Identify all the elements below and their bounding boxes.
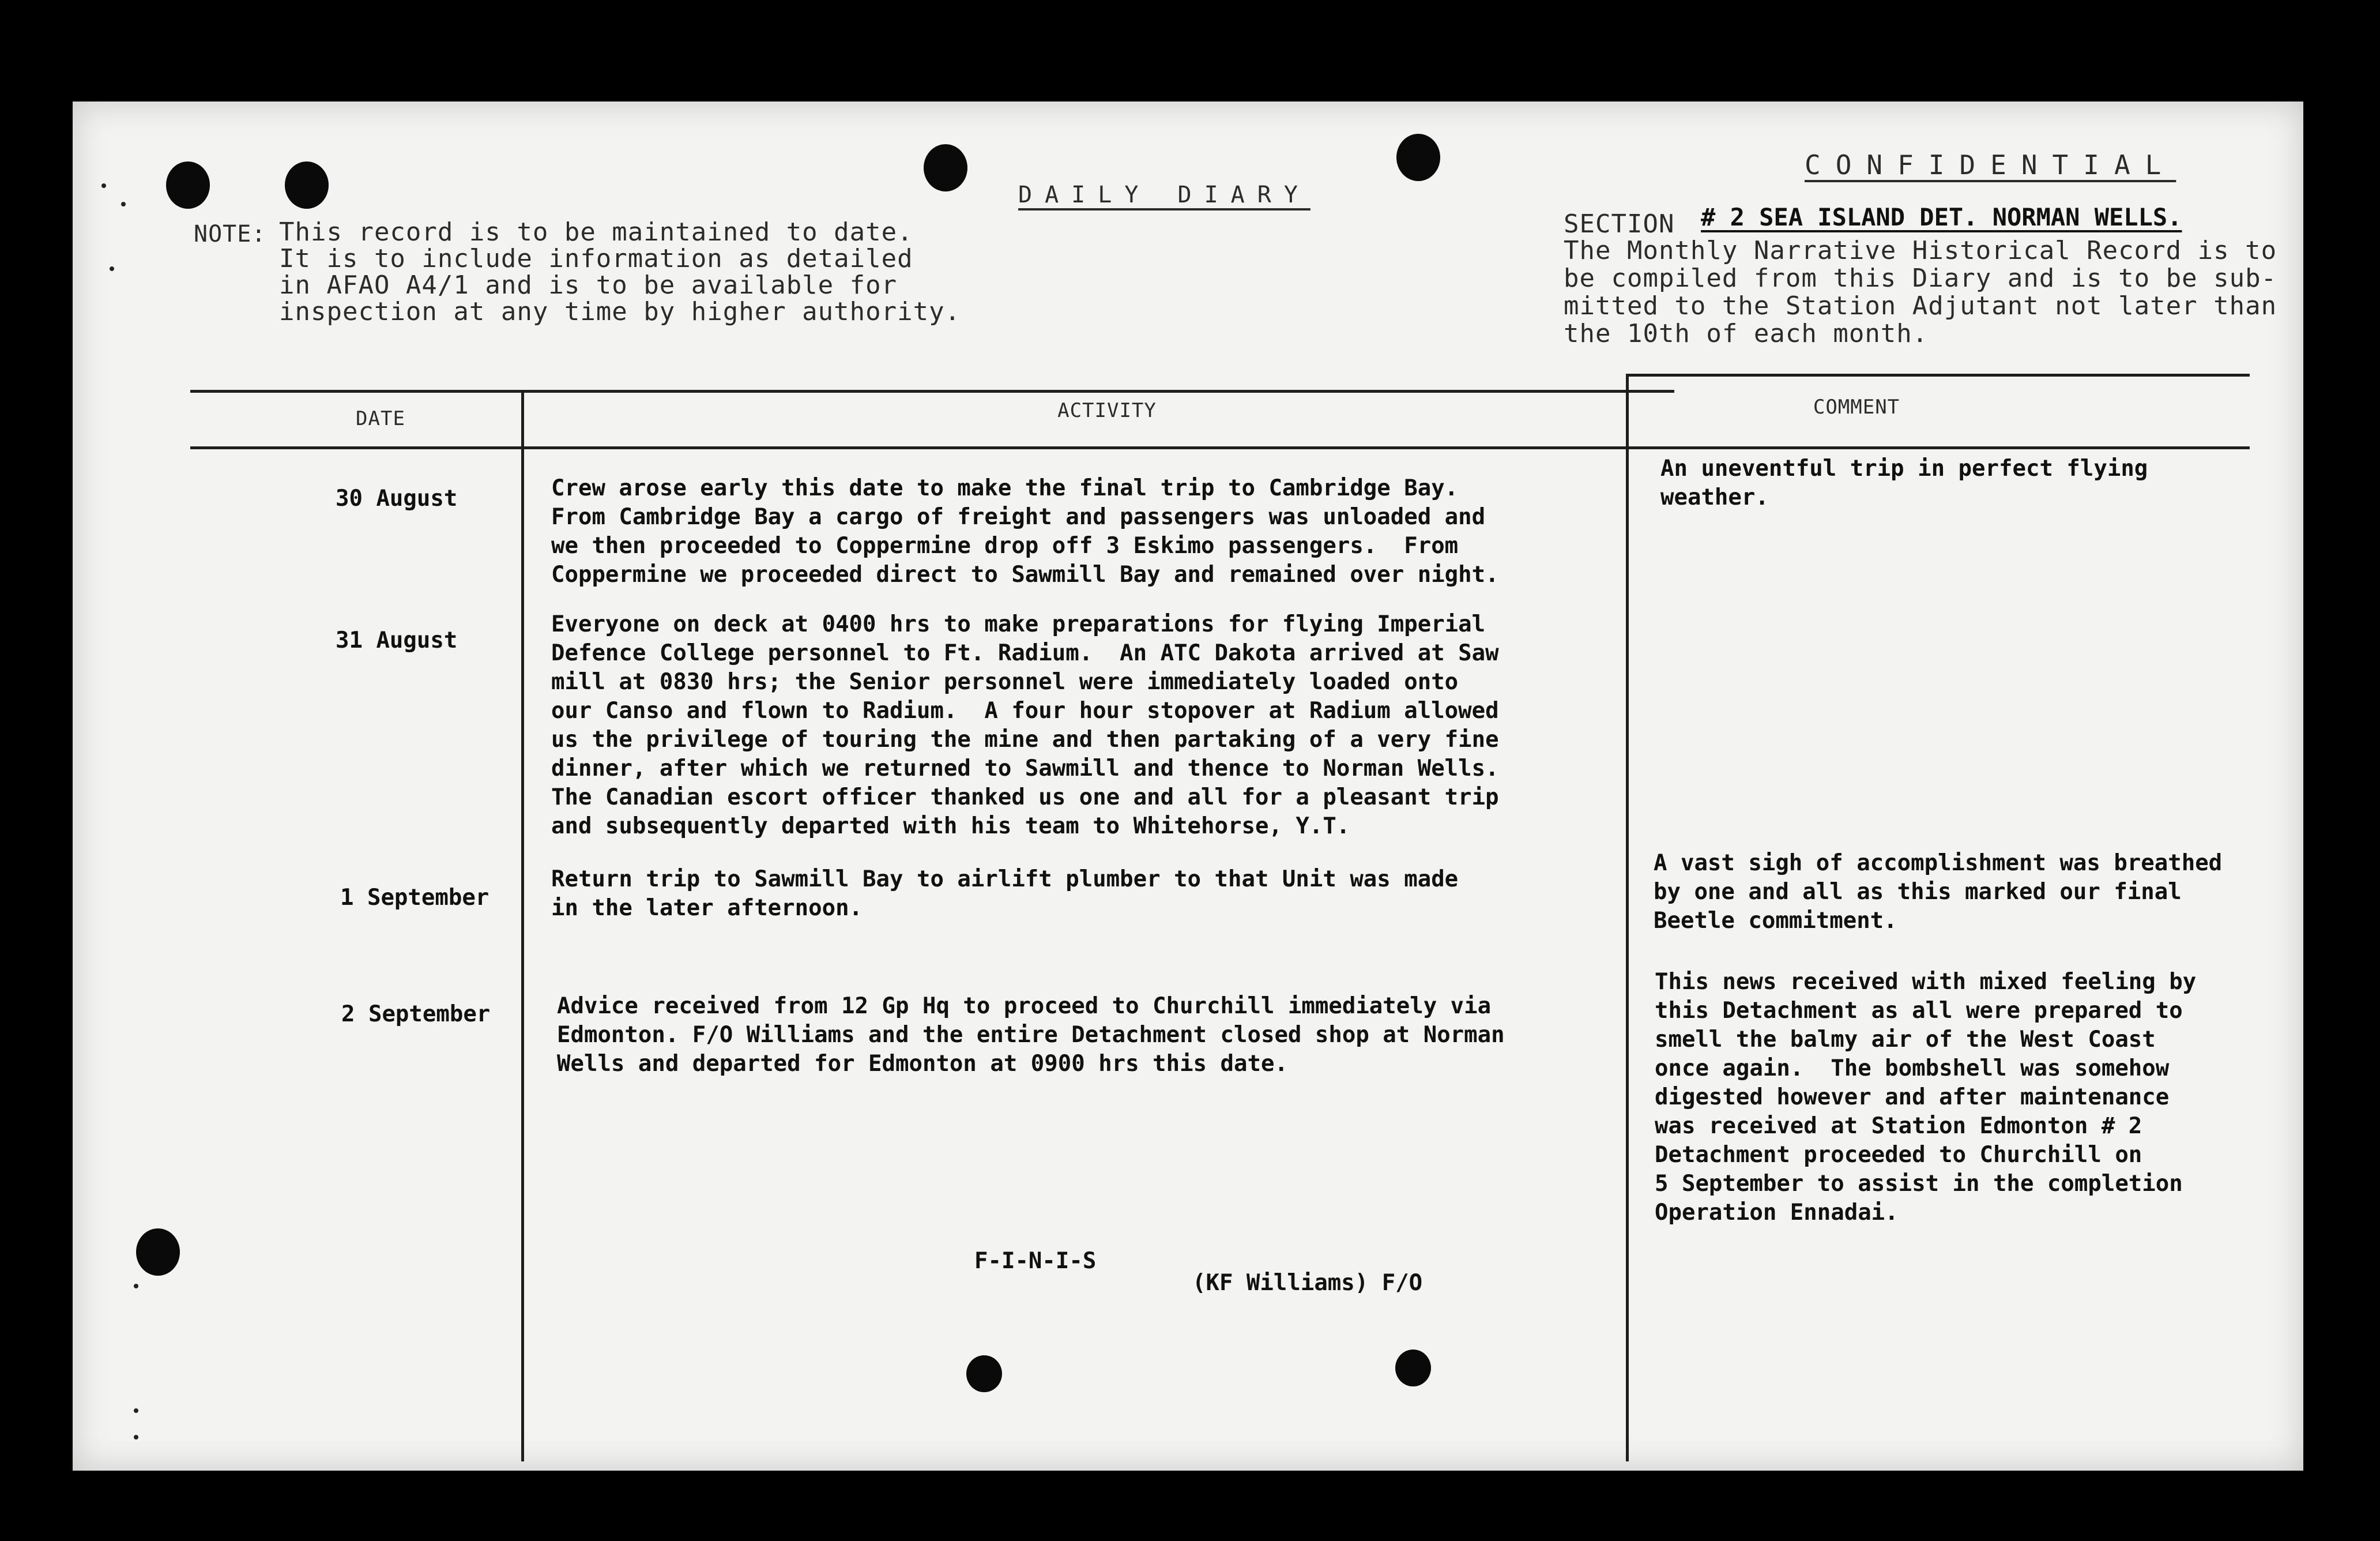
entry-activity: Advice received from 12 Gp Hq to proceed to Churchill immediately via Edmonton. F/O Williams and the entire Detachment closed shop at Norman Wells and departed for Edmonton at 0900 hrs this date. [557, 993, 1505, 1077]
ink-speck [134, 1284, 138, 1288]
signature: (KF Williams) F/O [1192, 1270, 1423, 1296]
punch-hole [924, 144, 967, 191]
ink-speck [101, 183, 106, 188]
column-header-comment: COMMENT [1813, 396, 1900, 419]
note-line: This record is to be maintained to date. [279, 217, 913, 247]
entry-activity: Crew arose early this date to make the final trip to Cambridge Bay. From Cambridge Bay a cargo of freight and passengers was unloaded and we then proceeded to Coppermine drop off 3 Eskimo passengers. From Coppermine we proceeded direct to Sawmill Bay and remained over night. [551, 475, 1499, 588]
ink-speck [110, 266, 114, 271]
entry-date: 2 September [341, 1001, 491, 1027]
instruction-line: The Monthly Narrative Historical Record is to [1564, 236, 2277, 265]
ink-speck [134, 1408, 138, 1413]
document-title: DAILY DIARY [1018, 182, 1310, 208]
instruction-line: mitted to the Station Adjutant not later than [1564, 291, 2277, 321]
finis-mark: F-I-N-I-S [974, 1248, 1097, 1274]
note-label: NOTE: [194, 221, 266, 247]
ink-speck [134, 1435, 138, 1439]
table-top-rule [190, 390, 1674, 393]
ink-speck [121, 202, 126, 206]
punch-hole [166, 161, 210, 209]
column-header-date: DATE [356, 407, 405, 430]
entry-date: 31 August [336, 627, 458, 653]
section-value: # 2 SEA ISLAND DET. NORMAN WELLS. [1701, 203, 2182, 231]
entry-comment: A vast sigh of accomplishment was breathed by one and all as this marked our final Beetle commitment. [1654, 850, 2223, 934]
classification-label: CONFIDENTIAL [1805, 149, 2176, 181]
punch-hole [1395, 1350, 1431, 1386]
instruction-line: be compiled from this Diary and is to be sub- [1564, 264, 2277, 293]
note-line: It is to include information as detailed [279, 244, 913, 273]
note-line: in AFAO A4/1 and is to be available for [279, 270, 898, 300]
punch-hole [966, 1355, 1002, 1392]
entry-comment: An uneventful trip in perfect flying weather. [1660, 456, 2148, 510]
section-label: SECTION [1564, 209, 1675, 239]
entry-date: 30 August [336, 486, 458, 512]
header-bottom-rule [190, 446, 2250, 449]
column-divider [521, 390, 524, 1461]
instruction-line: the 10th of each month. [1564, 319, 1929, 348]
note-line: inspection at any time by higher authority. [279, 297, 961, 326]
punch-hole [1396, 134, 1440, 181]
entry-activity: Everyone on deck at 0400 hrs to make preparations for flying Imperial Defence College personnel to Ft. Radium. An ATC Dakota arrived at Saw mill at 0830 hrs; the Senior personnel were immediately loaded onto our Canso and flown to Radium. A four hour stopover at Radium allowed us the privilege of touring the mine and then partaking of a very fine dinner, after which we returned to Sawmill and thence to Norman Wells. The Canadian escort officer thanked us one and all for a pleasant trip and subsequently departed with his team to Whitehorse, Y.T. [551, 611, 1499, 839]
entry-comment: This news received with mixed feeling by this Detachment as all were prepared to smell the balmy air of the West Coast once again. The bombshell was somehow digested however and after maintenance was received at Station Edmonton # 2 Detachment proceeded to Churchill on 5 September to assist in the completion Operation Ennadai. [1655, 969, 2197, 1226]
entry-date: 1 September [340, 885, 489, 911]
column-divider [1626, 374, 1629, 1461]
entry-activity: Return trip to Sawmill Bay to airlift plumber to that Unit was made in the later afternoon. [551, 866, 1459, 921]
punch-hole [285, 161, 329, 209]
column-header-activity: ACTIVITY [1057, 399, 1157, 422]
punch-hole [136, 1228, 180, 1276]
table-top-rule [1626, 374, 2250, 377]
